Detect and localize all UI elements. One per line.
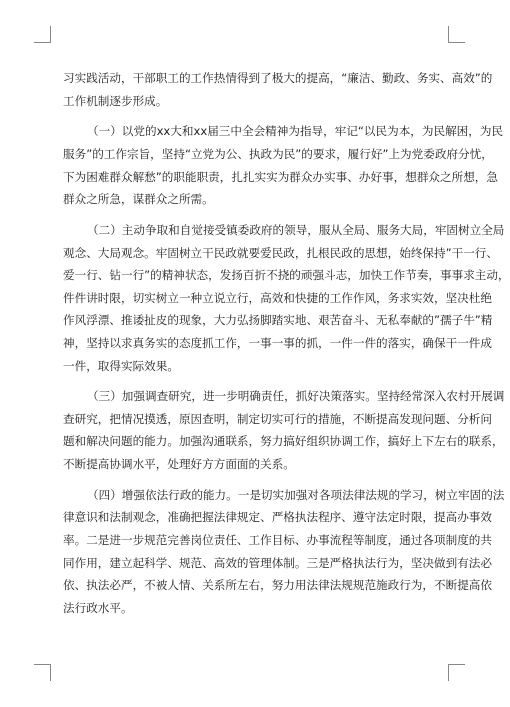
document-body — [63, 67, 510, 619]
paragraph — [63, 120, 504, 210]
paragraph — [63, 484, 505, 620]
text-line: 一件，取得实际效果。 — [63, 358, 179, 373]
text-line: 题和解决问题的能力。加强沟通联系，努力搞好组织协调工作，搞好上下左右的联系， — [63, 434, 504, 449]
text-line: 法行政水平。 — [63, 600, 133, 615]
text-line: 同作用，建立起科学、规范、高效的管理体制。三是严格执法行为，坚决做到有法必 — [63, 555, 492, 570]
text-line: 作风浮漂、推诿扯皮的现象，大力弘扬脚踏实地、艰苦奋斗、无私奉献的”孺子牛”精 — [63, 313, 493, 328]
paragraph — [63, 219, 510, 377]
text-line: 观念、大局观念。牢固树立干民政就要爱民政，扎根民政的思想，始终保持”干一行、 — [63, 245, 498, 260]
text-line: 查研究，把情况摸透，原因查明，制定切实可行的措施，不断提高发现问题、分析问 — [63, 411, 492, 426]
text-line: （四）增强依法行政的能力。一是切实加强对各项法律法规的学习，树立牢固的法 — [87, 487, 505, 502]
text-line: （二）主动争取和自觉接受镇委政府的领导，服从全局、服务大局，牢固树立全局 — [87, 222, 505, 237]
paragraph — [63, 67, 493, 112]
text-line: 群众之所急，谋群众之所需。 — [63, 192, 214, 207]
text-line: 下为困难群众解愁”的职能职责，扎扎实实为群众办实事、办好事，想群众之所想，急 — [63, 169, 498, 184]
text-line: 依、执法必严，不被人情、关系所左右，努力用法律法规规范施政行为，不断提高依 — [63, 578, 492, 593]
crop-mark-top-right — [448, 26, 465, 43]
crop-mark-bottom-left — [34, 664, 51, 681]
text-line: （一）以党的xx大和xx届三中全会精神为指导，牢记“以民为本，为民解困，为民 — [87, 124, 504, 139]
text-line: 件件讲时限，切实树立一种立说立行，高效和快捷的工作作风，务求实效，坚决杜绝 — [63, 290, 492, 305]
text-line: 爱一行、钻一行”的精神状态，发扬百折不挠的顽强斗志，加快工作节奏，事事求主动， — [63, 268, 510, 283]
text-line: 不断提高协调水平，处理好方方面面的关系。 — [63, 457, 295, 472]
text-line: 律意识和法制观念，准确把握法律规定、严格执法程序、遵守法定时限，提高办事效 — [63, 510, 492, 525]
text-line: 工作机制逐步形成。 — [63, 93, 168, 108]
text-line: 率。二是进一步规范完善岗位责任、工作目标、办事流程等制度，通过各项制度的共 — [63, 533, 492, 548]
crop-mark-bottom-right — [448, 664, 465, 681]
paragraph — [63, 385, 505, 475]
crop-mark-top-left — [34, 26, 51, 43]
text-line: （三）加强调查研究，进一步明确责任，抓好决策落实。坚持经常深入农村开展调 — [87, 389, 505, 404]
text-line: 习实践活动，干部职工的工作热情得到了极大的提高，“廉洁、勤政、务实、高效”的 — [63, 71, 493, 85]
text-line: 服务”的工作宗旨，坚持“立党为公、执政为民”的要求，履行好”上为党委政府分忧， — [63, 146, 493, 161]
text-line: 神，坚持以求真务实的态度抓工作，一事一事的抓，一件一件的落实，确保干一件成 — [63, 335, 492, 350]
